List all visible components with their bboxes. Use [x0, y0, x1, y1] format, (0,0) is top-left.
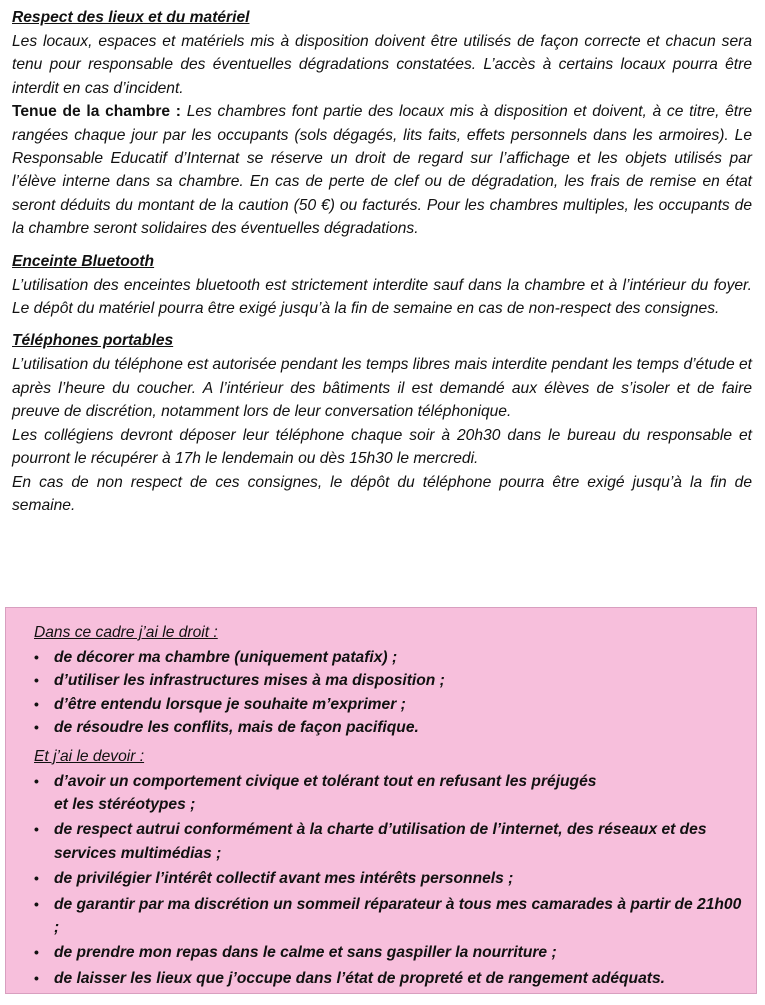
bullet-icon: •: [34, 969, 39, 986]
section-respect-lieux: [12, 6, 752, 241]
list-item-text: de privilégier l’intérêt collectif avant mes intérêts personnels ;: [54, 870, 514, 888]
bullet-icon: •: [34, 772, 39, 789]
paragraph-text: L’utilisation des enceintes bluetooth est strictement interdite sauf dans la chambre et à l’intérieur du foyer. Le dépôt du matériel pourra être exigé jusqu’à la fin de semaine en cas de non-respect des consignes.: [12, 276, 752, 318]
list-item-text: de décorer ma chambre (uniquement patafix) ;: [54, 649, 398, 666]
bullet-icon: •: [34, 672, 39, 689]
list-item-text: de respect autrui conformément à la charte d’utilisation de l’internet, des réseaux et des services multimédias ;: [54, 821, 707, 862]
bullet-icon: •: [34, 695, 39, 712]
paragraph: [12, 274, 752, 321]
box-content: [34, 622, 744, 996]
paragraph-tenue-chambre: [12, 100, 752, 240]
droits-title: Dans ce cadre j’ai le droit :: [34, 624, 218, 641]
bullet-icon: •: [34, 649, 39, 665]
section-telephones-portables: [12, 329, 752, 517]
list-item-text: d’avoir un comportement civique et tolérant tout en refusant les préjugés: [54, 772, 597, 790]
list-item: [34, 893, 744, 940]
list-item-text-continued: et les stéréotypes ;: [54, 796, 196, 814]
paragraph-text: L’utilisation du téléphone est autorisée pendant les temps libres mais interdite pendant les temps d’étude et après l’heure du coucher. A l’intérieur des bâtiments il est demandé aux élèves de s’isoler et de faire preuve de discrétion, notamment lors de leur conversation téléphonique.: [12, 356, 752, 421]
paragraph: [12, 30, 752, 100]
section-title: Enceinte Bluetooth: [12, 252, 155, 270]
paragraph: [12, 471, 752, 518]
list-item: [34, 716, 744, 739]
list-item-text: d’être entendu lorsque je souhaite m’exprimer ;: [54, 695, 406, 713]
list-item: [34, 867, 744, 890]
list-item-text: de résoudre les conflits, mais de façon pacifique.: [54, 719, 419, 737]
list-item-text: de laisser les lieux que j’occupe dans l’état de propreté et de rangement adéquats.: [54, 969, 665, 987]
list-item: [34, 693, 744, 716]
devoirs-list: [34, 770, 744, 991]
paragraph: [12, 424, 752, 471]
list-item-text: d’utiliser les infrastructures mises à ma disposition ;: [54, 672, 445, 690]
bullet-icon: •: [34, 870, 39, 887]
paragraph-text: Les locaux, espaces et matériels mis à disposition doivent être utilisés de façon correcte et chacun sera tenu pour responsable des éventuelles dégradations constatées. L’accès à certains locaux pourra être interdit en cas d’incident.: [12, 33, 752, 97]
rules-document: [12, 6, 752, 526]
list-item-text: de garantir par ma discrétion un sommeil réparateur à tous mes camarades à partir de 21h00 ;: [54, 895, 742, 937]
section-title: Respect des lieux et du matériel: [12, 9, 250, 26]
list-item: [34, 818, 744, 865]
list-item: [34, 669, 744, 692]
bullet-icon: •: [34, 821, 39, 838]
list-item: [34, 770, 744, 817]
section-title: Téléphones portables: [12, 332, 174, 350]
paragraph-text: En cas de non respect de ces consignes, le dépôt du téléphone pourra être exigé jusqu’à la fin de semaine.: [12, 473, 752, 514]
devoirs-title: Et j’ai le devoir :: [34, 747, 145, 765]
section-enceinte-bluetooth: [12, 250, 752, 321]
droits-list: [34, 646, 744, 740]
list-item: [34, 646, 744, 669]
paragraph-text: Les collégiens devront déposer leur téléphone chaque soir à 20h30 dans le bureau du responsable et pourront le récupérer à 17h le lendemain ou dès 15h30 le mercredi.: [12, 426, 752, 468]
bullet-icon: •: [34, 719, 39, 736]
paragraph-text: Les chambres font partie des locaux mis à disposition et doivent, à ce titre, être rangées chaque jour par les occupants (sols dégagés, lits faits, effets personnels dans les armoires). Le Responsable Educatif d’Internat se réserve un droit de regard sur l’affichage et les objets utilisés par l’élève interne dans sa chambre. En cas de perte de clef ou de dégradation, les frais de remise en état seront déduits du montant de la caution (50 €) ou facturés. Pour les chambres multiples, les occupants de la chambre seront solidaires des éventuelles dégradations.: [12, 103, 752, 238]
list-item: [34, 941, 744, 964]
bullet-icon: •: [34, 895, 39, 912]
list-item-text: de prendre mon repas dans le calme et sans gaspiller la nourriture ;: [54, 944, 557, 962]
rights-duties-box: [5, 607, 757, 994]
bullet-icon: •: [34, 944, 39, 961]
list-item: [34, 967, 744, 990]
paragraph: [12, 353, 752, 423]
paragraph-lead: Tenue de la chambre :: [12, 103, 187, 121]
